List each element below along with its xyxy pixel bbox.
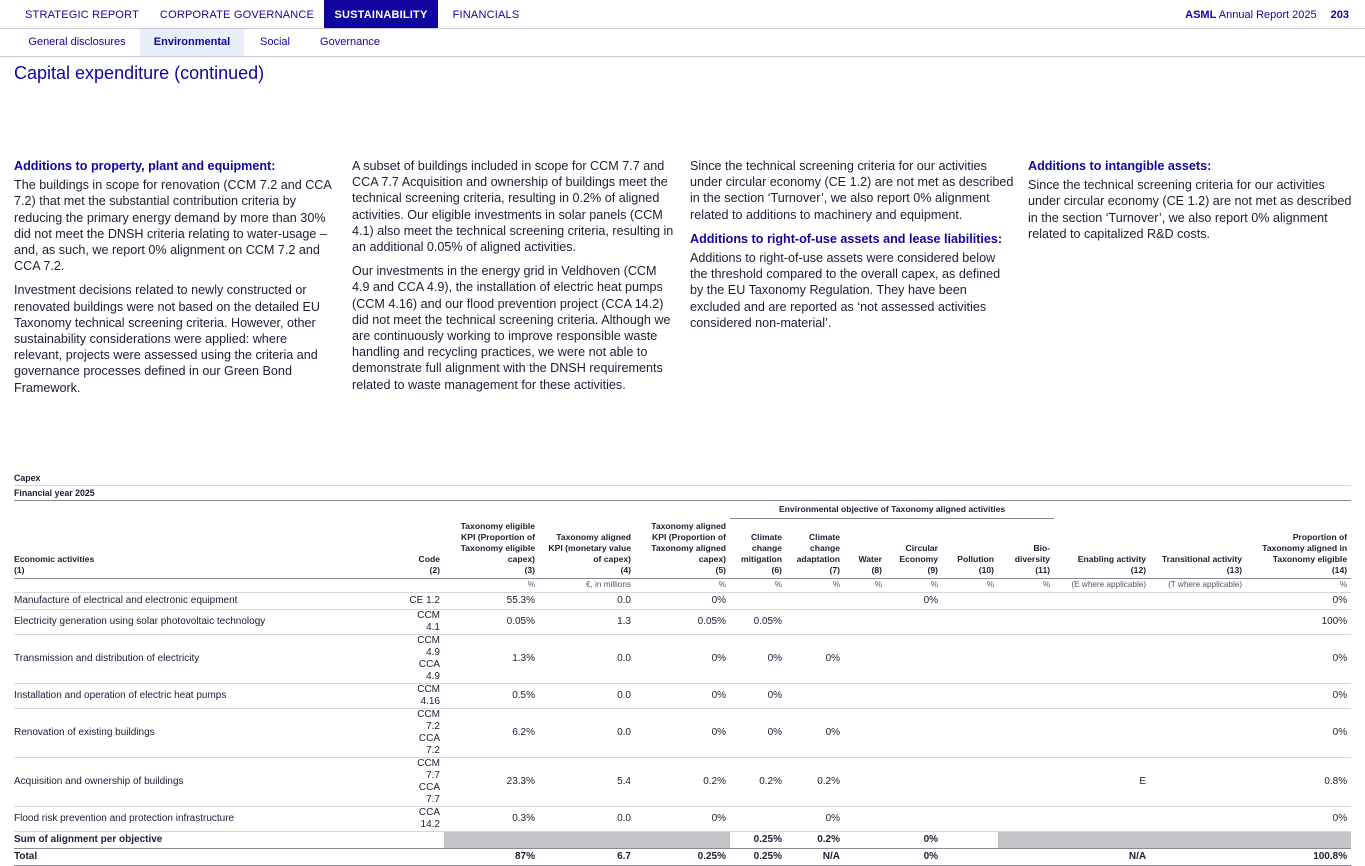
table-cell: 0.8%	[1246, 757, 1351, 806]
table-row	[14, 757, 1351, 806]
table-cell	[1150, 683, 1246, 708]
table-cell	[844, 634, 886, 683]
table-cell: 0.05%	[730, 609, 786, 634]
table-cell: Flood risk prevention and protection infrastructure	[14, 806, 404, 831]
table-cell: 0.05%	[444, 609, 539, 634]
activity-code: CCA 7.7	[418, 781, 440, 805]
activity-code: CCA 14.2	[418, 806, 440, 830]
table-cell: Electricity generation using solar photovoltaic technology	[14, 609, 404, 634]
table-cell: 5.4	[539, 757, 635, 806]
column-header-line: Proportion of	[1292, 531, 1348, 542]
unit-cell: %	[730, 578, 786, 592]
table-cell	[730, 806, 786, 831]
report-brand	[1185, 0, 1349, 28]
column-header-13	[1150, 519, 1246, 579]
column-header-line: Bio-	[1033, 542, 1051, 553]
table-cell: 0%	[1246, 683, 1351, 708]
column-header-9	[886, 519, 942, 579]
table-cell	[786, 609, 844, 634]
total-cell: 6.7	[539, 848, 635, 865]
table-cell	[1054, 592, 1150, 609]
table-cell: 0%	[1246, 634, 1351, 683]
column-header-14	[1246, 519, 1351, 579]
column-header-line: (11)	[1035, 564, 1051, 575]
intangible-paragraph: Since the technical screening criteria for our activities under circular economy (CE 1.2) are not met as described in the section ‘Turnover’, we also report 0% alignment related to capitalized R&D costs.	[1028, 178, 1352, 241]
activity-code: CCM 7.7	[417, 757, 440, 781]
table-cell: 0%	[1246, 592, 1351, 609]
table-header-row	[14, 519, 1351, 579]
unit-cell: %	[1246, 578, 1351, 592]
unit-cell: €, in millions	[539, 578, 635, 592]
total-cell	[404, 848, 444, 865]
column-header-line: Taxonomy aligned	[651, 520, 727, 531]
column-header-line: KPI (Proportion of	[461, 531, 535, 542]
table-cell	[942, 634, 998, 683]
table-cell: 0%	[730, 708, 786, 757]
column-header-line: (3)	[524, 564, 535, 575]
table-cell	[886, 634, 942, 683]
table-cell: Installation and operation of electric heat pumps	[14, 683, 404, 708]
header-spacer	[1054, 501, 1351, 519]
capex-table	[14, 501, 1351, 866]
table-cell	[942, 609, 998, 634]
column-header-8	[844, 519, 886, 579]
table-cell	[404, 592, 444, 609]
column-header-line: (12)	[1130, 564, 1147, 575]
sum-row-label: Sum of alignment per objective	[14, 831, 404, 848]
column-header-line: (8)	[871, 564, 883, 575]
table-cell: Acquisition and ownership of buildings	[14, 757, 404, 806]
table-row	[14, 683, 1351, 708]
table-cell	[404, 806, 444, 831]
table-caption: Capex	[14, 471, 1351, 486]
sum-row-greyed	[998, 831, 1351, 848]
table-cell: Transmission and distribution of electricity	[14, 634, 404, 683]
unit-cell: %	[886, 578, 942, 592]
activity-code: CE 1.2	[409, 594, 440, 606]
column-header-line: Taxonomy eligible	[460, 520, 535, 531]
table-cell: 0.3%	[444, 806, 539, 831]
table-cell	[1150, 708, 1246, 757]
total-cell: 0.25%	[635, 848, 730, 865]
table-row	[14, 708, 1351, 757]
table-cell: 0%	[786, 634, 844, 683]
column-header-line: capex)	[698, 553, 727, 564]
column-header-5	[635, 519, 730, 579]
column-header-line: Enabling activity	[1077, 553, 1147, 564]
table-cell: 0%	[786, 708, 844, 757]
column-header-line: Circular	[905, 542, 939, 553]
ppe-heading: Additions to property, plant and equipment:	[14, 159, 276, 173]
table-cell: 0%	[786, 806, 844, 831]
sum-row-code	[404, 831, 444, 848]
table-cell	[942, 806, 998, 831]
top-navigation	[0, 0, 1365, 29]
table-cell	[1150, 609, 1246, 634]
total-row	[14, 848, 1351, 865]
table-cell: 0.05%	[635, 609, 730, 634]
table-cell	[942, 592, 998, 609]
table-cell: 1.3	[539, 609, 635, 634]
table-cell: 0.2%	[786, 757, 844, 806]
nav-tab-corporate-governance[interactable]: CORPORATE GOVERNANCE	[159, 9, 315, 21]
table-cell	[942, 683, 998, 708]
table-cell: 0.2%	[730, 757, 786, 806]
table-row	[14, 609, 1351, 634]
table-cell	[844, 592, 886, 609]
total-cell: 0.25%	[730, 848, 786, 865]
unit-cell: %	[635, 578, 730, 592]
table-cell	[730, 592, 786, 609]
table-cell	[942, 708, 998, 757]
subnav-tab-general-disclosures[interactable]: General disclosures	[28, 36, 126, 48]
unit-cell: %	[998, 578, 1054, 592]
column-header-line: Economic activities	[14, 553, 95, 564]
text-column-2	[352, 158, 676, 401]
table-row	[14, 634, 1351, 683]
table-cell	[942, 757, 998, 806]
column-header-3	[444, 519, 539, 579]
table-cell: 0%	[1246, 708, 1351, 757]
column-header-line: (9)	[927, 564, 939, 575]
table-cell: 0%	[635, 806, 730, 831]
table-cell: 0%	[635, 708, 730, 757]
activity-code: CCA 4.9	[418, 658, 440, 682]
total-cell: N/A	[1054, 848, 1150, 865]
text-column-4	[1028, 158, 1352, 250]
table-cell	[998, 683, 1054, 708]
table-cell	[404, 609, 444, 634]
right-of-use-heading: Additions to right-of-use assets and lease liabilities:	[690, 231, 1003, 246]
total-cell	[998, 848, 1054, 865]
table-cell	[1054, 708, 1150, 757]
unit-cell: %	[444, 578, 539, 592]
total-cell: 0%	[886, 848, 942, 865]
table-cell	[1150, 592, 1246, 609]
table-cell: 0.0	[539, 634, 635, 683]
table-cell: 0.5%	[444, 683, 539, 708]
unit-cell: %	[942, 578, 998, 592]
subnav-tab-social[interactable]: Social	[260, 36, 290, 48]
column-header-line: (14)	[1331, 564, 1348, 575]
buildings-paragraph-2: Our investments in the energy grid in Veldhoven (CCM 4.9 and CCA 4.9), the installation of electric heat pumps (CCM 4.16) and our flood prevention project (CCA 14.2) did not meet the technical screening criteria. Although we are continuously working to improve responsible waste handling and recycling practices, we were not able to demonstrate full alignment with the DNSH requirements related to waste management for these activities.	[352, 264, 671, 392]
table-cell	[998, 708, 1054, 757]
table-cell	[998, 806, 1054, 831]
column-header-line: Climate	[750, 531, 783, 542]
table-cell	[1150, 757, 1246, 806]
table-cell	[1054, 683, 1150, 708]
column-header-6	[730, 519, 786, 579]
table-cell: 0%	[1246, 806, 1351, 831]
table-cell: 0%	[635, 592, 730, 609]
table-cell	[786, 592, 844, 609]
table-cell	[998, 757, 1054, 806]
column-header-line: Pollution	[957, 553, 995, 564]
table-cell: 0%	[730, 683, 786, 708]
column-header-line: (6)	[771, 564, 783, 575]
column-header-10	[942, 519, 998, 579]
table-cell: 0.2%	[635, 757, 730, 806]
column-header-line: change	[751, 542, 783, 553]
nav-tab-strategic-report[interactable]: STRATEGIC REPORT	[24, 9, 140, 21]
unit-cell: %	[844, 578, 886, 592]
machinery-paragraph: Since the technical screening criteria for our activities under circular economy (CE 1.2) are not met as described in the section ‘Turnover’, we also report 0% alignment related to additions to machinery and equipment.	[690, 159, 1014, 222]
page-title: Capital expenditure (continued)	[14, 63, 265, 83]
table-cell	[844, 683, 886, 708]
table-cell: 23.3%	[444, 757, 539, 806]
unit-cell: (E where applicable)	[1054, 578, 1150, 592]
table-cell	[1054, 806, 1150, 831]
column-header-2	[404, 519, 444, 579]
column-header-line: Economy	[899, 553, 939, 564]
table-subcaption: Financial year 2025	[14, 486, 1351, 501]
table-cell	[886, 708, 942, 757]
column-header-line: Taxonomy aligned	[556, 531, 631, 542]
column-header-line: mitigation	[740, 553, 783, 564]
activity-code: CCM 4.16	[417, 683, 440, 707]
column-header-1	[14, 519, 404, 579]
sum-row-greyed	[444, 831, 730, 848]
table-cell	[1054, 609, 1150, 634]
column-header-line: of capex)	[593, 553, 631, 564]
table-cell	[844, 806, 886, 831]
sum-row-mitigation: 0.25%	[730, 831, 786, 848]
table-cell	[404, 757, 444, 806]
nav-tab-financials[interactable]: FINANCIALS	[452, 9, 520, 21]
column-header-line: Taxonomy eligible	[1272, 553, 1348, 564]
table-cell: 0.0	[539, 806, 635, 831]
intangible-heading: Additions to intangible assets:	[1028, 159, 1212, 173]
table-row	[14, 806, 1351, 831]
table-row	[14, 592, 1351, 609]
sum-row-pollution	[942, 831, 998, 848]
nav-tab-sustainability[interactable]: SUSTAINABILITY	[324, 0, 438, 28]
table-cell: Renovation of existing buildings	[14, 708, 404, 757]
brand-name: ASML	[1185, 9, 1217, 21]
capex-table-section	[14, 471, 1351, 866]
total-cell: Total	[14, 848, 404, 865]
column-header-7	[786, 519, 844, 579]
unit-cell	[14, 578, 404, 592]
column-header-line: (10)	[978, 564, 995, 575]
table-cell: 1.3%	[444, 634, 539, 683]
column-header-4	[539, 519, 635, 579]
sum-of-alignment-row	[14, 831, 1351, 848]
text-column-1	[14, 158, 338, 404]
column-header-line: Transitional activity	[1161, 553, 1243, 564]
column-header-line: (7)	[829, 564, 841, 575]
activity-code: CCA 7.2	[418, 732, 440, 756]
sum-row-water	[844, 831, 886, 848]
table-cell	[886, 806, 942, 831]
table-cell: 100%	[1246, 609, 1351, 634]
table-cell	[1150, 634, 1246, 683]
sub-navigation	[0, 29, 1365, 57]
column-header-line: KPI (monetary value	[548, 542, 631, 553]
total-cell: 100.8%	[1246, 848, 1351, 865]
activity-code: CCM 4.1	[417, 609, 440, 633]
table-cell	[998, 609, 1054, 634]
table-cell: 6.2%	[444, 708, 539, 757]
table-cell	[886, 683, 942, 708]
table-cell: 0.0	[539, 708, 635, 757]
column-header-line: Water	[858, 553, 883, 564]
activity-code: CCM 4.9	[417, 634, 440, 658]
table-cell	[844, 757, 886, 806]
sum-row-adaptation: 0.2%	[786, 831, 844, 848]
ppe-paragraph-2: Investment decisions related to newly constructed or renovated buildings were not based on the detailed EU Taxonomy technical screening criteria. However, other sustainability considerations were applied: where relevant, projects were assessed using the criteria and governance processes defined in our Green Bond Framework.	[14, 283, 320, 395]
unit-cell: %	[786, 578, 844, 592]
activity-code: CCM 7.2	[417, 708, 440, 732]
column-header-line: (1)	[14, 564, 25, 575]
column-header-line: Taxonomy eligible	[460, 542, 535, 553]
table-cell: 0%	[886, 592, 942, 609]
column-header-line: (5)	[715, 564, 727, 575]
table-cell: 0.0	[539, 592, 635, 609]
table-cell	[1150, 806, 1246, 831]
table-cell	[1054, 634, 1150, 683]
table-cell: 0%	[635, 683, 730, 708]
table-cell	[404, 708, 444, 757]
column-header-line: Taxonomy aligned in	[1262, 542, 1348, 553]
total-cell: N/A	[786, 848, 844, 865]
subnav-tab-environmental[interactable]: Environmental	[140, 29, 244, 56]
column-header-line: Climate	[808, 531, 841, 542]
page-number: 203	[1330, 9, 1349, 21]
environmental-objective-header: Environmental objective of Taxonomy aligned activities	[730, 501, 1054, 519]
brand-report-title: Annual Report 2025	[1216, 9, 1317, 21]
total-cell	[1150, 848, 1246, 865]
table-cell: 0%	[730, 634, 786, 683]
column-header-line: capex)	[507, 553, 535, 564]
table-cell	[844, 708, 886, 757]
column-header-11	[998, 519, 1054, 579]
column-header-line: diversity	[1014, 553, 1051, 564]
unit-cell: (T where applicable)	[1150, 578, 1246, 592]
column-header-line: (2)	[429, 564, 440, 575]
table-cell	[998, 592, 1054, 609]
column-header-line: (13)	[1226, 564, 1243, 575]
table-cell: 0.0	[539, 683, 635, 708]
total-cell	[942, 848, 998, 865]
total-cell: 87%	[444, 848, 539, 865]
buildings-paragraph-1: A subset of buildings included in scope for CCM 7.7 and CCA 7.7 Acquisition and ownership of buildings meet the technical screening criteria, resulting in 0.2% of aligned activities. Our eligible investments in solar panels (CCM 4.1) also meet the technical screening criteria, resulting in an additional 0.05% of aligned activities.	[352, 159, 674, 255]
column-header-line: (4)	[620, 564, 631, 575]
table-cell	[786, 683, 844, 708]
sum-row-circular: 0%	[886, 831, 942, 848]
header-spacer	[14, 501, 730, 519]
ppe-paragraph-1: The buildings in scope for renovation (CCM 7.2 and CCA 7.2) that met the substantial contribution criteria by reducing the primary energy demand by more than 30% did not meet the DNSH criteria relating to water-usage – and, as such, we report 0% alignment on CCM 7.2 and CCA 7.2.	[14, 178, 332, 274]
subnav-tab-governance[interactable]: Governance	[320, 36, 380, 48]
table-cell: E	[1054, 757, 1150, 806]
text-column-3	[690, 158, 1014, 339]
table-cell: 0%	[635, 634, 730, 683]
table-cell	[844, 609, 886, 634]
column-header-line: change	[809, 542, 841, 553]
unit-cell	[404, 578, 444, 592]
column-header-line: Code	[418, 553, 440, 564]
column-header-line: KPI (Proportion of	[652, 531, 727, 542]
column-header-line: Taxonomy aligned	[651, 542, 727, 553]
units-row	[14, 578, 1351, 592]
table-cell	[404, 683, 444, 708]
table-cell	[886, 609, 942, 634]
table-cell: 55.3%	[444, 592, 539, 609]
column-header-12	[1054, 519, 1150, 579]
column-header-line: adaptation	[796, 553, 841, 564]
table-cell	[998, 634, 1054, 683]
table-cell	[886, 757, 942, 806]
table-cell: Manufacture of electrical and electronic equipment	[14, 592, 404, 609]
right-of-use-paragraph: Additions to right-of-use assets were considered below the threshold compared to the overall capex, as defined by the EU Taxonomy Regulation. They have been excluded and are reported as ‘not assessed activities considered non-material’.	[690, 251, 1001, 330]
table-cell	[404, 634, 444, 683]
table-group-header-row	[14, 501, 1351, 519]
total-cell	[844, 848, 886, 865]
